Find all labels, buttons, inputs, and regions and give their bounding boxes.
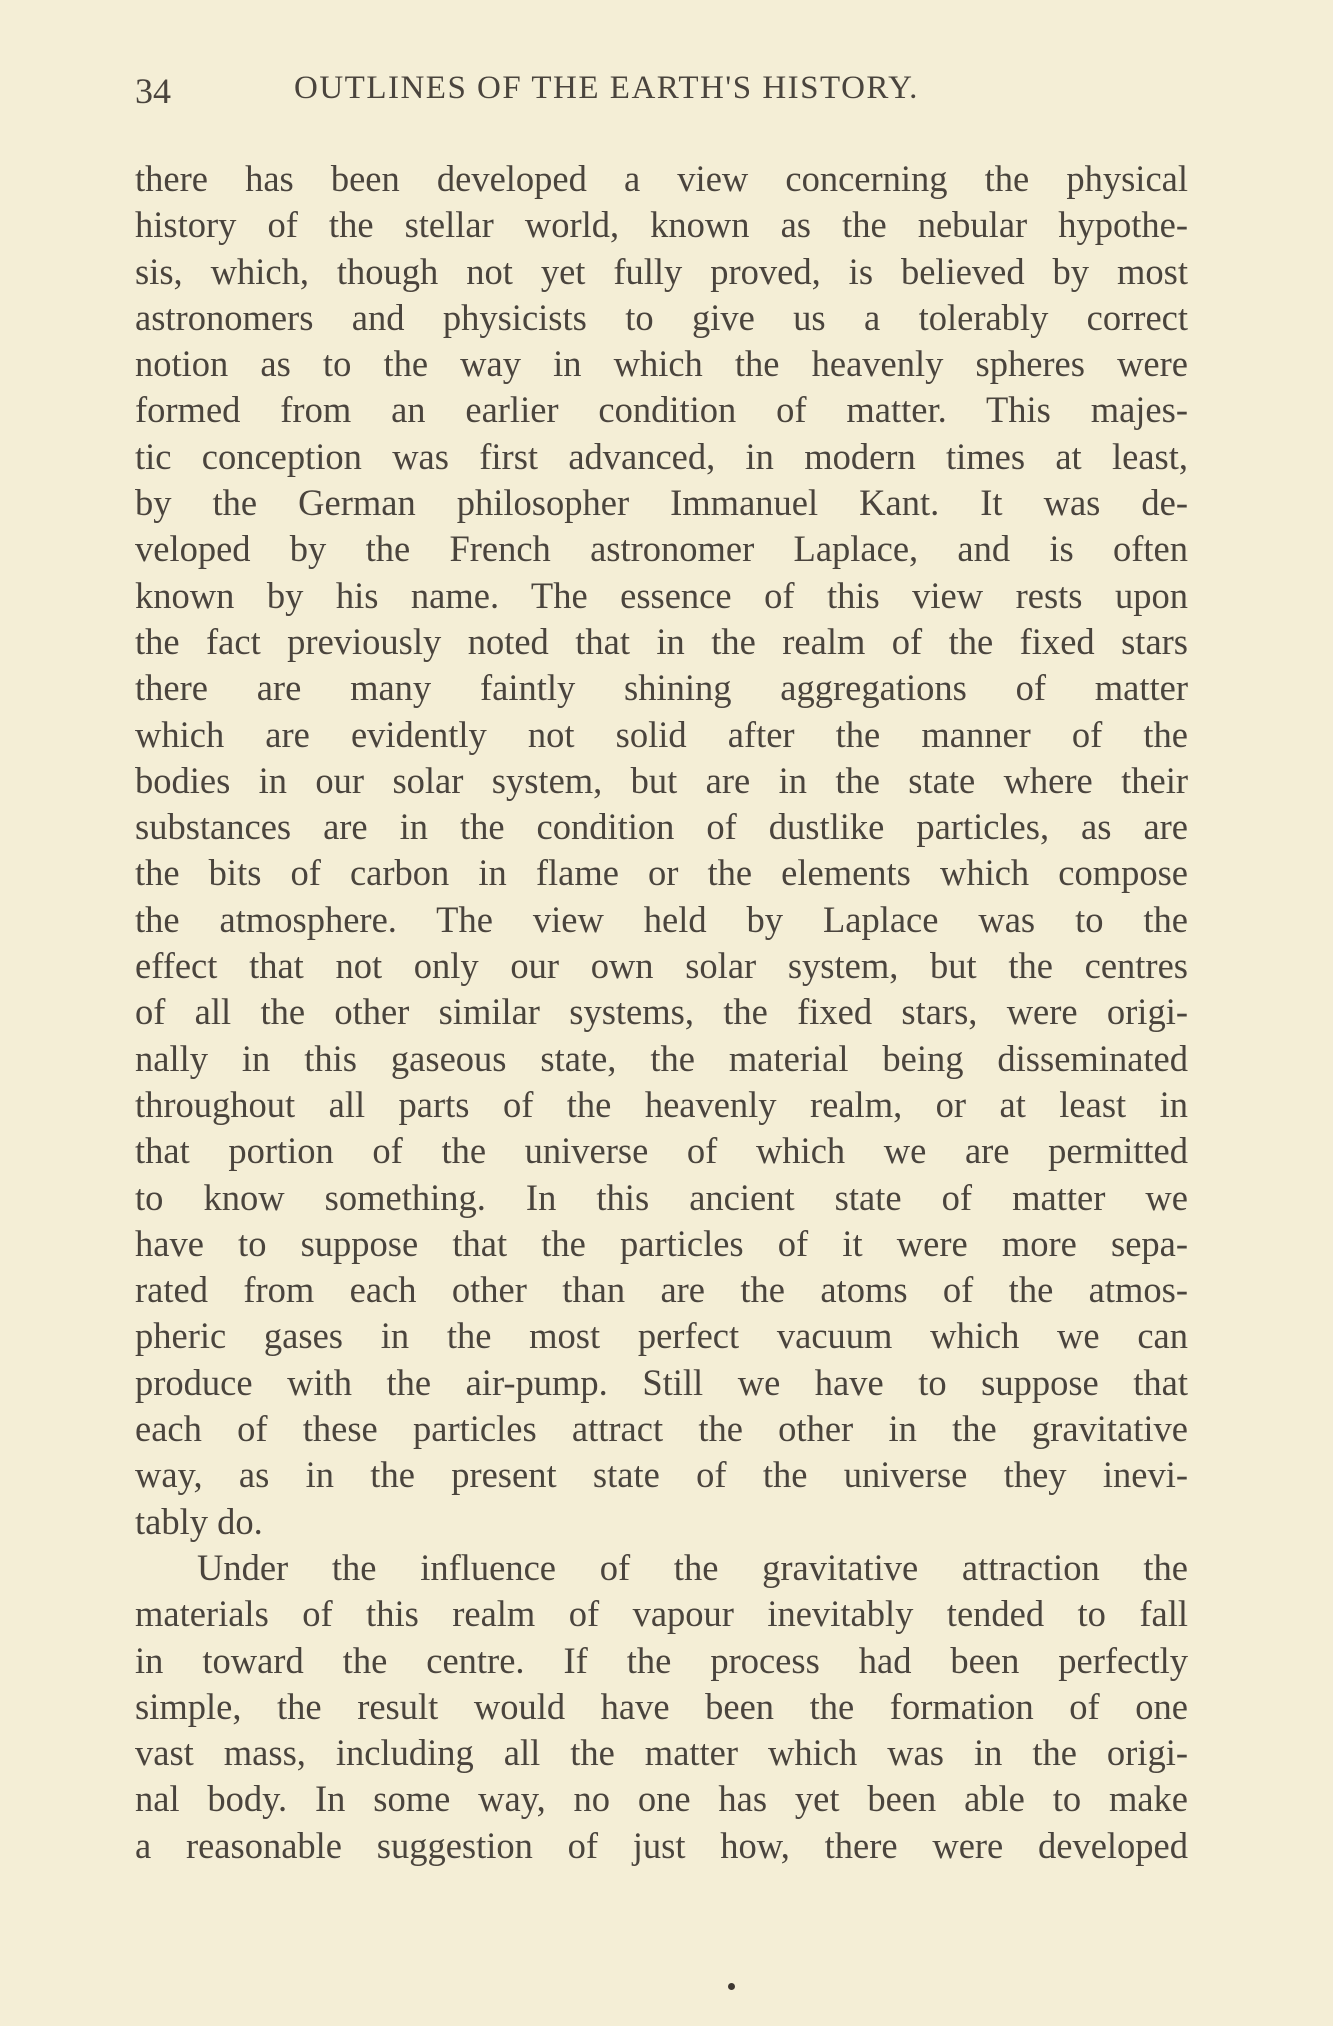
text-line: formed from an earlier condition of matter. This majes- bbox=[135, 389, 1188, 431]
text-line: the bits of carbon in flame or the elements which compose bbox=[135, 852, 1188, 894]
text-line: Under the influence of the gravitative attraction the bbox=[197, 1546, 1188, 1588]
text-line: throughout all parts of the heavenly realm, or at least in bbox=[135, 1083, 1188, 1125]
text-line: astronomers and physicists to give us a tolerably correct bbox=[135, 296, 1188, 338]
text-line: the fact previously noted that in the realm of the fixed stars bbox=[135, 620, 1188, 662]
text-line: bodies in our solar system, but are in the state where their bbox=[135, 759, 1188, 801]
text-line: to know something. In this ancient state of matter we bbox=[135, 1176, 1188, 1218]
running-title: OUTLINES OF THE EARTH'S HISTORY. bbox=[294, 70, 919, 106]
text-line: tic conception was first advanced, in modern times at least, bbox=[135, 435, 1188, 477]
text-line: have to suppose that the particles of it were more sepa- bbox=[135, 1222, 1188, 1264]
text-line: nal body. In some way, no one has yet been able to make bbox=[135, 1778, 1188, 1820]
text-line: rated from each other than are the atoms of the atmos- bbox=[135, 1269, 1188, 1311]
text-line: substances are in the condition of dustlike particles, as are bbox=[135, 806, 1188, 848]
text-line: known by his name. The essence of this view rests upon bbox=[135, 574, 1188, 616]
text-line: tably do. bbox=[135, 1500, 263, 1542]
text-line: history of the stellar world, known as the nebular hypothe- bbox=[135, 204, 1188, 246]
text-line: sis, which, though not yet fully proved, is believed by most bbox=[135, 250, 1188, 292]
text-line: which are evidently not solid after the manner of the bbox=[135, 713, 1188, 755]
ink-speck bbox=[728, 1983, 735, 1990]
text-line: that portion of the universe of which we are permitted bbox=[135, 1130, 1188, 1172]
text-line: effect that not only our own solar system, but the centres bbox=[135, 945, 1188, 987]
text-line: of all the other similar systems, the fixed stars, were origi- bbox=[135, 991, 1188, 1033]
text-line: a reasonable suggestion of just how, there were developed bbox=[135, 1824, 1188, 1866]
text-line: simple, the result would have been the formation of one bbox=[135, 1685, 1188, 1727]
text-line: there has been developed a view concerning the physical bbox=[135, 158, 1188, 199]
text-line: there are many faintly shining aggregations of matter bbox=[135, 667, 1188, 709]
running-header bbox=[135, 70, 1188, 114]
text-line: materials of this realm of vapour inevitably tended to fall bbox=[135, 1593, 1188, 1635]
text-line: veloped by the French astronomer Laplace, and is often bbox=[135, 528, 1188, 570]
text-line: in toward the centre. If the process had been perfectly bbox=[135, 1639, 1188, 1681]
text-line: each of these particles attract the other in the gravitative bbox=[135, 1408, 1188, 1450]
text-line: by the German philosopher Immanuel Kant. It was de- bbox=[135, 482, 1188, 524]
body-text bbox=[135, 156, 1188, 1869]
text-line: notion as to the way in which the heavenly spheres were bbox=[135, 343, 1188, 385]
page-number: 34 bbox=[135, 71, 171, 111]
text-line: way, as in the present state of the universe they inevi- bbox=[135, 1454, 1188, 1496]
text-line: produce with the air-pump. Still we have to suppose that bbox=[135, 1361, 1188, 1403]
text-line: nally in this gaseous state, the material being disseminated bbox=[135, 1037, 1188, 1079]
text-line: pheric gases in the most perfect vacuum which we can bbox=[135, 1315, 1188, 1357]
text-line: vast mass, including all the matter which was in the origi- bbox=[135, 1732, 1188, 1774]
text-line: the atmosphere. The view held by Laplace was to the bbox=[135, 898, 1188, 940]
